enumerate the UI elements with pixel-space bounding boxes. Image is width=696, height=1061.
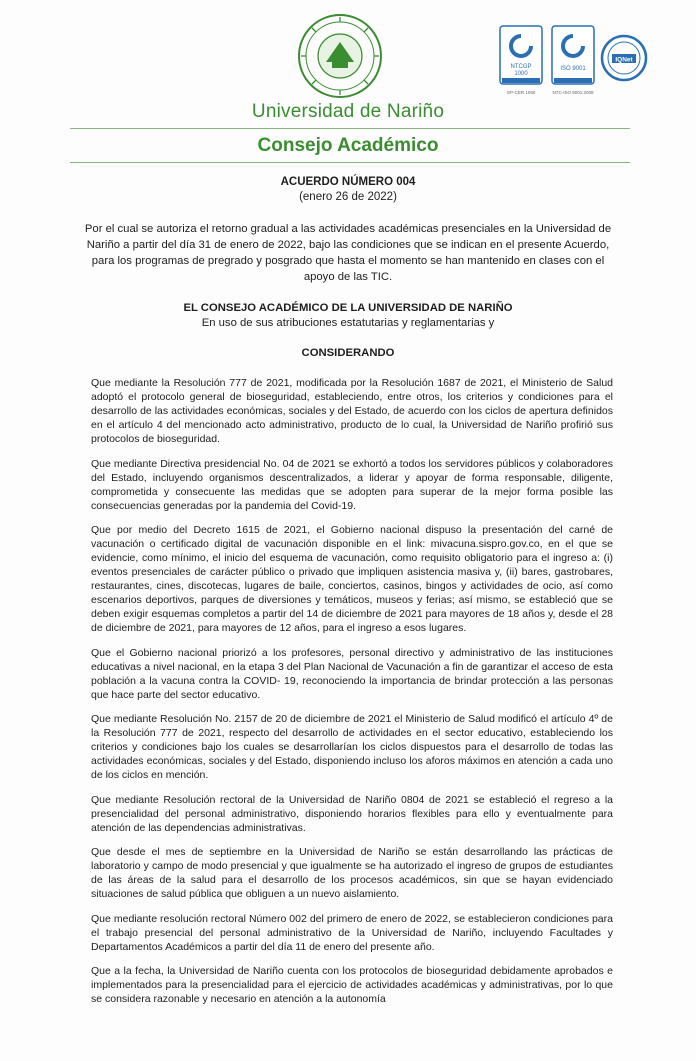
paragraph: Que mediante Directiva presidencial No. 04 de 2021 se exhortó a todos los servidores públicos y colaboradores del Estado, incluyendo organismos descentralizados, a liderar y apoyar de forma responsable, diligente, comprometida y consecuente las medidas que se adopten para superar de la mejor forma posible las consecuencias generadas por la pandemia del Covid-19. <box>91 457 613 512</box>
university-seal-icon <box>296 12 384 100</box>
iso9001-code: NTC-ISO 9001:2008 <box>552 90 594 95</box>
authority-line: En uso de sus atribuciones estatutarias y reglamentarias y <box>201 317 495 329</box>
acuerdo-title: ACUERDO NÚMERO 004 <box>280 176 416 188</box>
iso9001-icontec-badge <box>552 26 594 95</box>
paragraph: Que mediante Resolución rectoral de la Universidad de Nariño 0804 de 2021 se estableció el regreso a la presencialidad del personal administrativo, disponiendo horarios flexibles para ello y eventualmente para atención de las dependencias administrativas. <box>91 793 613 834</box>
ntcgp-label: NTCGP <box>510 64 532 70</box>
iqnet-label: IQNet <box>615 56 633 64</box>
iqnet-badge <box>602 36 646 80</box>
paragraph: Que mediante la Resolución 777 de 2021, modificada por la Resolución 1687 de 2021, el Ministerio de Salud adoptó el protocolo general de bioseguridad, estableciendo, entre otros, los criterios y condiciones para el desarrollo de las actividades económicas, sociales y del Estado, de acuerdo con los ciclos de apertura definidos en el artículo 4 del mencionado acto administrativo, producto de lo cual, la Universidad de Nariño profirió sus protocolos de bioseguridad. <box>91 377 613 445</box>
university-name: Universidad de Nariño <box>251 101 445 122</box>
paragraph: Que por medio del Decreto 1615 de 2021, el Gobierno nacional dispuso la presentación del carné de vacunación o certificado digital de vacunación disponible en el link: mivacuna.sispro.gov.co, en el que se evidencie, como mínimo, el inicio del esquema de vacunación, como requisito obligatorio para el ingreso a: (i) eventos presenciales de carácter público o privado que impliquen asistencia masiva y, (ii) bares, gastrobares, restaurantes, cines, discotecas, lugares de baile, conciertos, casinos, bingos y actividades de ocio, así como escenarios deportivos, parques de diversiones y temáticos, museos y ferias; así mismo, se estableció que se deben exigir esquemas completos a partir del 14 de diciembre de 2021 para mayores de 18 años y, desde el 28 de diciembre de 2021, para mayores de 12 años, para el ingreso a esos lugares. <box>91 524 613 634</box>
header-rule-top <box>70 128 630 129</box>
considerando-body <box>91 376 613 1017</box>
council-name: Consejo Académico <box>257 135 439 156</box>
iso9001-label: ISO 9001 <box>560 66 586 72</box>
paragraph: Que desde el mes de septiembre en la Universidad de Nariño se están desarrollando las prácticas de laboratorio y campo de modo presencial y que igualmente se ha autorizado el ingreso de grupos de estudiantes de las áreas de la salud para el desarrollo de los procesos académicos, sin que se hayan evidenciado situaciones de salud pública que obliguen a un nuevo aislamiento. <box>91 846 613 900</box>
paragraph: Que el Gobierno nacional priorizó a los profesores, personal directivo y administrativo de las instituciones educativas a nivel nacional, en la etapa 3 del Plan Nacional de Vacunación a fin de garantizar el acceso de esta población a la vacuna contra la COVID- 19, reconociendo la importancia de brindar protección a las personas que hace parte del sector educativo. <box>91 646 613 701</box>
ntcgp-icontec-badge <box>500 26 542 95</box>
certification-logos <box>498 24 650 108</box>
considerando-heading: CONSIDERANDO <box>301 347 395 359</box>
ntcgp-code: GP-CER 1090 <box>506 90 536 95</box>
paragraph: Que a la fecha, la Universidad de Nariño cuenta con los protocolos de bioseguridad debidamente aprobados e implementados para la presencialidad para el ejercicio de actividades académicas y administrativas, por lo que se considera razonable y necesario en atención a la autonomía <box>91 965 613 1005</box>
header-rule-bottom <box>70 162 630 163</box>
paragraph: Que mediante Resolución No. 2157 de 20 de diciembre de 2021 el Ministerio de Salud modificó el artículo 4º de la Resolución 777 de 2021, respecto del desarrollo de actividades en el sector educativo, estableciendo los criterios y condiciones bajo los cuales se desarrollarían los ciclos dispuestos para el desarrollo de todas las actividades económicas, sociales y del Estado, disponiendo incluso los aforos máximos en atención a cada uno de los ciclos en mención. <box>91 713 613 781</box>
paragraph: Que mediante resolución rectoral Número 002 del primero de enero de 2022, se establecieron condiciones para el trabajo presencial del personal administrativo de la Universidad de Nariño, incluyendo Facultades y Departamentos Académicos a partir del día 11 de enero del presente año. <box>91 912 613 953</box>
ntcgp-number: 1000 <box>514 71 528 77</box>
acuerdo-summary: Por el cual se autoriza el retorno gradual a las actividades académicas presenciales en la Universidad de Nariño a partir del día 31 de enero de 2022, bajo las condiciones que se indican en el presente Acuerdo, para los programas de pregrado y posgrado que hasta el momento se han mantenido en clases con el apoyo de las TIC. <box>84 223 612 283</box>
acuerdo-date: (enero 26 de 2022) <box>299 191 397 203</box>
issuer-heading: EL CONSEJO ACADÉMICO DE LA UNIVERSIDAD DE NARIÑO <box>183 302 513 314</box>
